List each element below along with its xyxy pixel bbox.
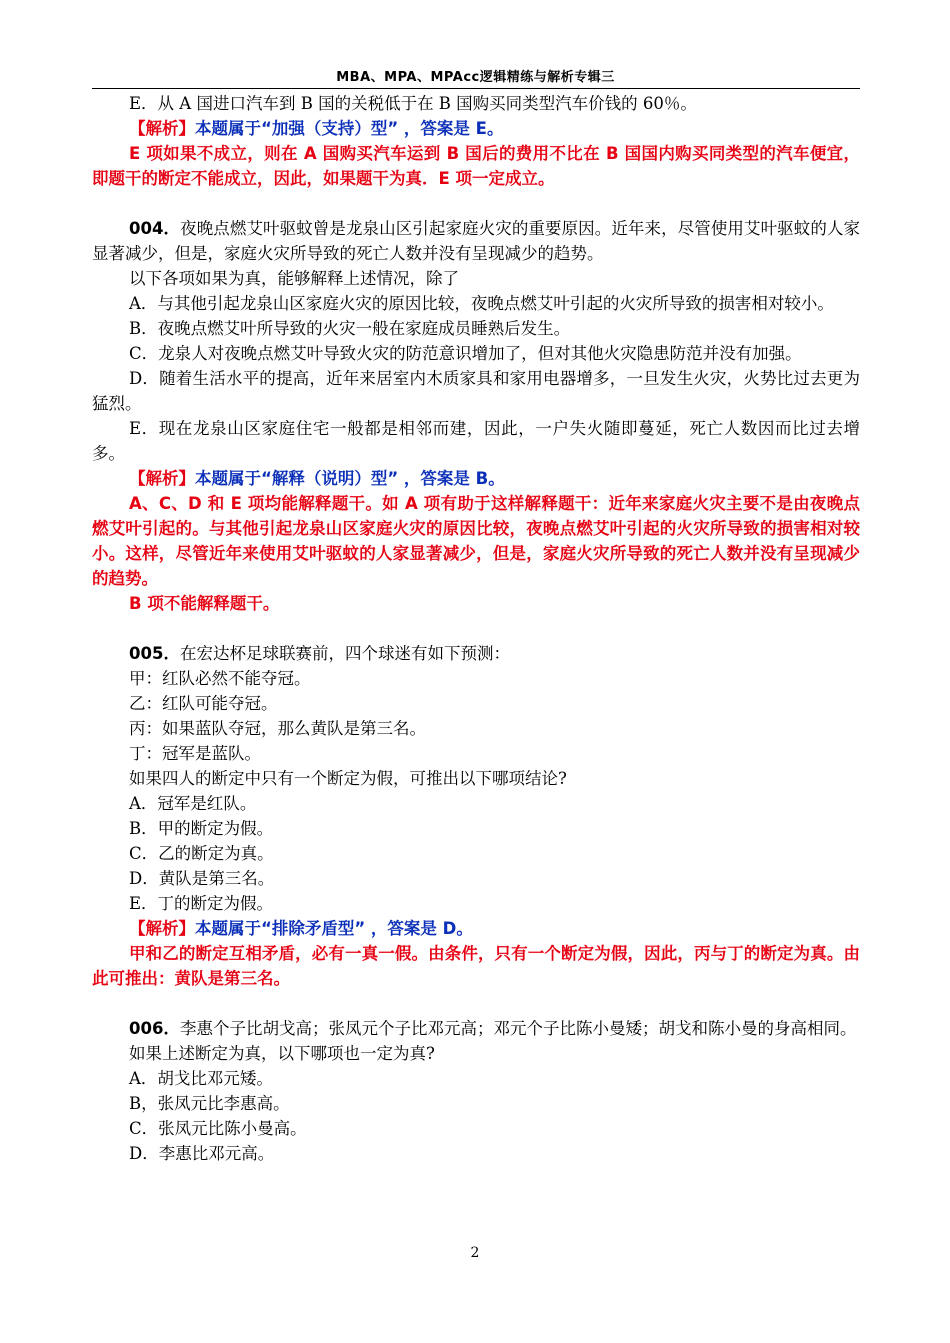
question-number: 004． bbox=[129, 219, 181, 238]
q004-option-d: D．随着生活水平的提高，近年来居室内木质家具和家用电器增多，一旦发生火灾，火势比过去更为猛烈。 bbox=[92, 369, 860, 413]
q005-stem bbox=[92, 641, 860, 666]
q005-option-a: A．冠军是红队。 bbox=[129, 794, 257, 813]
q005-explanation: 甲和乙的断定互相矛盾，必有一真一假。由条件，只有一个断定为假，因此，丙与丁的断定为真。由此可推出：黄队是第三名。 bbox=[92, 944, 860, 988]
analysis-tag: 【解析】 bbox=[129, 469, 195, 488]
q005-option-b: B．甲的断定为假。 bbox=[129, 819, 274, 838]
q004-option-a: A．与其他引起龙泉山区家庭火灾的原因比较，夜晚点燃艾叶引起的火灾所导致的损害相对较小。 bbox=[129, 294, 834, 313]
q006-option-d: D．李惠比邓元高。 bbox=[129, 1144, 275, 1163]
q004-option-c: C．龙泉人对夜晚点燃艾叶导致火灾的防范意识增加了，但对其他火灾隐患防范并没有加强。 bbox=[129, 344, 802, 363]
q005-question: 如果四人的断定中只有一个断定为假，可推出以下哪项结论? bbox=[129, 769, 567, 788]
q003-analysis bbox=[92, 116, 860, 141]
q004-option-b: B．夜晚点燃艾叶所导致的火灾一般在家庭成员睡熟后发生。 bbox=[129, 319, 571, 338]
q005-statement-bing: 丙：如果蓝队夺冠，那么黄队是第三名。 bbox=[129, 719, 426, 738]
analysis-head: 本题属于“排除矛盾型” ，答案是 D。 bbox=[195, 919, 473, 938]
question-stem: 李惠个子比胡戈高；张凤元个子比邓元高；邓元个子比陈小曼矮；胡戈和陈小曼的身高相同。 bbox=[179, 1019, 857, 1038]
q005-analysis bbox=[92, 916, 860, 941]
question-stem: 在宏达杯足球联赛前，四个球迷有如下预测： bbox=[179, 644, 510, 663]
analysis-head: 本题属于“加强（支持）型” ，答案是 E。 bbox=[195, 119, 504, 138]
q004-option-e: E．现在龙泉山区家庭住宅一般都是相邻而建，因此，一户失火随即蔓延，死亡人数因而比过去增多。 bbox=[92, 419, 860, 463]
page-content bbox=[92, 91, 860, 1166]
q006-option-a: A．胡戈比邓元矮。 bbox=[129, 1069, 273, 1088]
q006-option-c: C．张凤元比陈小曼高。 bbox=[129, 1119, 307, 1138]
q004-explanation-b: B 项不能解释题干。 bbox=[129, 594, 280, 613]
q003-explanation: E 项如果不成立，则在 A 国购买汽车运到 B 国后的费用不比在 B 国国内购买同类型的汽车便宜，即题干的断定不能成立，因此，如果题干为真．E 项一定成立。 bbox=[92, 144, 860, 188]
page-number: 2 bbox=[470, 1245, 480, 1261]
q004-analysis bbox=[92, 466, 860, 491]
question-number: 005． bbox=[129, 644, 180, 663]
q004-stem bbox=[92, 216, 860, 266]
q006-option-b: B，张凤元比李惠高。 bbox=[129, 1094, 290, 1113]
q004-explanation: A、C、D 和 E 项均能解释题干。如 A 项有助于这样解释题干：近年来家庭火灾主要不是由夜晚点燃艾叶引起的。与其他引起龙泉山区家庭火灾的原因比较，夜晚点燃艾叶引起的火灾所导致的损害相对较小。这样，尽管近年来使用艾叶驱蚊的人家显著减少，但是，家庭火灾所导致的死亡人数并没有呈现减少的趋势。 bbox=[92, 494, 860, 588]
q004-question: 以下各项如果为真，能够解释上述情况，除了 bbox=[129, 269, 459, 288]
question-number: 006． bbox=[129, 1019, 180, 1038]
question-stem: 夜晚点燃艾叶驱蚊曾是龙泉山区引起家庭火灾的重要原因。近年来，尽管使用艾叶驱蚊的人家显著减少，但是，家庭火灾所导致的死亡人数并没有呈现减少的趋势。 bbox=[92, 219, 861, 263]
q005-option-e: E．丁的断定为假。 bbox=[129, 894, 274, 913]
q005-statement-yi: 乙：红队可能夺冠。 bbox=[129, 694, 278, 713]
q005-option-d: D．黄队是第三名。 bbox=[129, 869, 275, 888]
running-header: MBA、MPA、MPAcc逻辑精练与解析专辑三 bbox=[336, 70, 615, 85]
q006-stem bbox=[92, 1016, 860, 1041]
q005-option-c: C．乙的断定为真。 bbox=[129, 844, 274, 863]
analysis-head: 本题属于“解释（说明）型” ，答案是 B。 bbox=[195, 469, 505, 488]
header-rule bbox=[92, 88, 860, 89]
q006-question: 如果上述断定为真，以下哪项也一定为真? bbox=[129, 1044, 435, 1063]
q003-option-e: E．从 A 国进口汽车到 B 国的关税低于在 B 国购买同类型汽车价钱的 60％。 bbox=[129, 94, 697, 113]
analysis-tag: 【解析】 bbox=[129, 919, 195, 938]
q005-statement-ding: 丁：冠军是蓝队。 bbox=[129, 744, 261, 763]
q005-statement-jia: 甲：红队必然不能夺冠。 bbox=[129, 669, 311, 688]
analysis-tag: 【解析】 bbox=[129, 119, 195, 138]
